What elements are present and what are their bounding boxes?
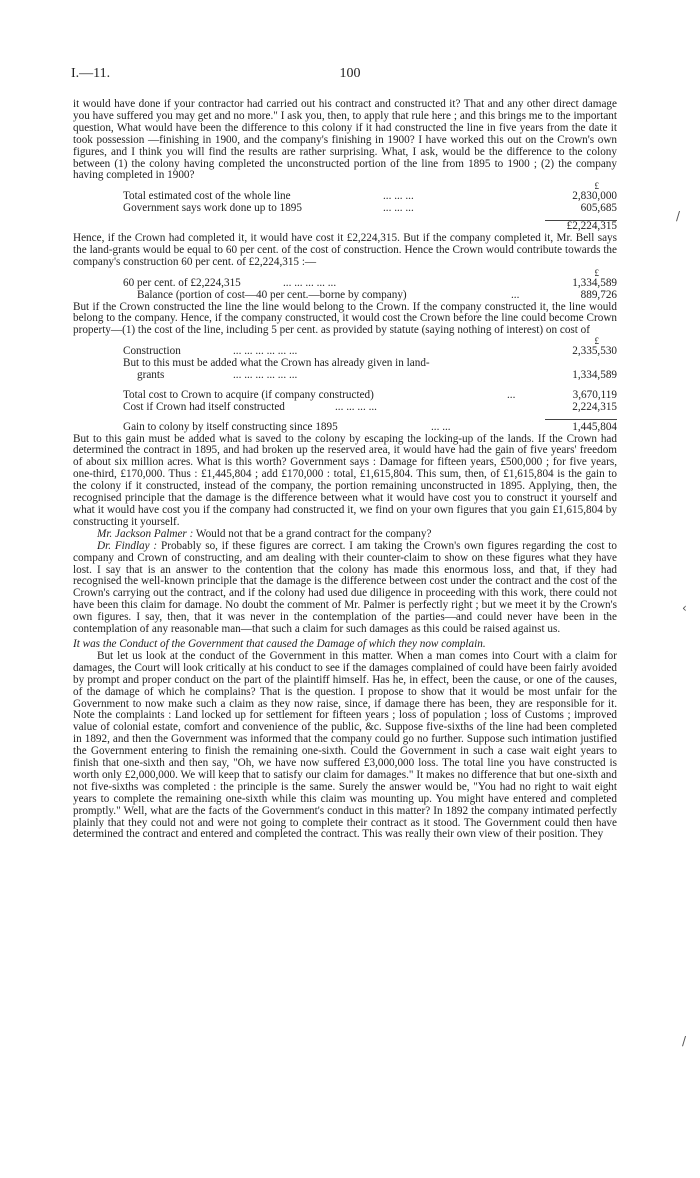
cost-calculation-1 — [73, 182, 617, 233]
cost-calculation-2 — [73, 269, 617, 302]
speaker-name: Mr. Jackson Palmer : — [97, 527, 194, 540]
calc-label: 60 per cent. of £2,224,315 — [123, 276, 241, 289]
calc-label: Gain to colony by itself constructing since 1895 — [123, 420, 338, 433]
calc-row — [73, 402, 617, 414]
paragraph: But if the Crown constructed the line the line would belong to the Crown. If the company constructed it, the line would belong to the company. Hence, if the company constructed, it would cost the Crown before the line could become Crown property—(1) the cost of the line, including 5 per cent. as provided by statute (saying nothing of interest) on cost of — [73, 300, 617, 337]
calc-value: 2,830,000 — [572, 190, 617, 203]
speaker-text: Probably so, if these figures are correct. I am taking the Crown's own figures regarding the cost to company and Crown of constructing, and am dealing with their counter-claim to show on these figures what they have lost. I say that is an answer to the contention that the colony has made this enormous loss, and that, if they had recognised the well-known principle that the damage is the difference between cost under the contract and the cost of the Crown's carrying out the contract, and if the colony had used due diligence in proceeding with this work, there could not have been this claim for damage. No doubt the comment of Mr. Palmer is perfectly right ; but we meet it by the Crown's own figures. I say, then, that it was never in the contemplation of the parties—and could never have been in the contemplation of any reasonable man—that such a claim for such damages as this could be raised against us. — [73, 539, 618, 636]
paragraph: But let us look at the conduct of the Government in this matter. When a man comes into Court with a claim for damages, the Court will look critically at his conduct to see if the damages complained of could have been fairly avoided by prompt and proper conduct on the part of the plaintiff himself. Has he, in effect, been the cause, or one of the causes, of the damage of which he complains? That is the question. I propose to show that it would be most unfair for the Government to now make such a claim as they now raise, since, if damage there has been, they are responsible for it. Note the complaints : Land locked up for settlement for fifteen years ; loss of population ; loss of Customs ; improved value of colonial estate, comfort and convenience of the public, &c. Suppose five-sixths of the line had been completed in 1892, and then the Government was informed that the company could go no further. Suppose such intimation justified the Government entering to finish the remaining one-sixth. Could the Government in such a case wait eight years to finish that one-sixth and then say, "Oh, we have now suffered £3,000,000 loss. The total line you have constructed is worth only £2,000,000. We will keep that to satisfy our claim for damages." It makes no difference that but one-sixth and not five-sixths was completed : the principle is the same. Surely the answer would be, "You had no right to wait eight years to complete the remaining one-sixth while this claim was mounting up. You might have entered and completed promptly." Well, what are the facts of the Government's conduct in this matter? In 1892 the company intimated perfectly plainly that they could not and were not going to complete their contract as it stood. The Government could then have determined the contract and entered and completed the contract. This was really their own view of their position. They — [73, 649, 617, 841]
page-reference: I.—11. — [71, 66, 111, 81]
calc-label: Cost if Crown had itself constructed — [123, 400, 285, 413]
currency-symbol: £ — [594, 336, 599, 347]
paragraph: Hence, if the Crown had completed it, it would have cost it £2,224,315. But if the company completed it, Mr. Bell says the land-grants would be equal to 60 per cent. of the cost of construction. Hence the Crown would contribute towards the company's construction 60 per cent. of £2,224,315 :— — [73, 232, 617, 268]
calc-label: Construction — [123, 345, 181, 358]
margin-mark: / — [682, 1034, 687, 1048]
calc-value: 889,726 — [580, 288, 617, 301]
calc-row — [73, 370, 617, 382]
calc-value: 1,445,804 — [572, 420, 617, 433]
leader-dots: ... ... ... ... ... ... — [233, 345, 298, 358]
section-heading: It was the Conduct of the Government that caused the Damage of which they now complain. — [73, 637, 486, 650]
calc-value: 2,224,315 — [572, 400, 617, 413]
margin-mark: ‹ — [682, 601, 687, 615]
speaker-text: Would not that be a grand contract for the company? — [193, 527, 432, 540]
calc-total — [73, 221, 617, 233]
calc-row — [73, 278, 617, 290]
cost-calculation-3 — [73, 337, 617, 433]
margin-mark: / — [676, 209, 681, 223]
page-header — [0, 66, 700, 84]
leader-dots: ... ... ... ... ... — [283, 276, 337, 289]
calc-label: grants — [137, 369, 165, 382]
currency-symbol: £ — [594, 267, 599, 278]
speaker-answer — [73, 541, 617, 636]
calc-row — [73, 290, 617, 302]
leader-dots: ... ... — [431, 420, 451, 433]
leader-dots: ... ... ... ... — [335, 400, 377, 413]
leader-dots: ... ... ... ... ... ... — [233, 369, 298, 382]
leader-dots: ... ... ... — [383, 190, 414, 203]
paragraph: it would have done if your contractor had carried out his contract and constructed it? That and any other direct damage you have suffered you may get and no more." I ask you, then, to apply that rule here ; and this brings me to the important question, What would have been the difference to this colony if it had constructed the line in five years from the date it took possession —finishing in 1900, and the company's finishing in 1900? I have worked this out on the Crown's own figures, and I think you will find the results are rather surprising. What, I ask, would be the difference to the colony between (1) the colony having completed the unconstructed portion of the line from 1895 to 1900 ; (2) the company having completed in 1900? — [73, 98, 617, 182]
calc-value: 3,670,119 — [572, 388, 617, 401]
paragraph: But to this gain must be added what is saved to the colony by escaping the locking-up of the lands. If the Crown had determined the contract in 1895, and had broken up the reserved area, it would have had the gain of five years' freedom of about six million acres. What is this worth? Government says : Damage for fifteen years, £500,000 ; for five years, one-third, £170,000. Thus : £1,445,804 ; add £170,000 : total, £1,615,804. This sum, then, of £1,615,804 is the gain to the colony if it constructed, instead of the company, the portion remaining unconstructed in 1895. Applying, then, the recognised principle that the damage is the difference between what it would have cost you to construct it yourself and what it would have cost you if the company had constructed it, we find on your own figures that you gain £1,615,804 by constructing it yourself. — [73, 432, 617, 528]
leader-dots: ... — [511, 288, 520, 301]
speaker-name: Dr. Findlay : — [97, 539, 158, 552]
calc-row — [73, 390, 617, 402]
calc-row — [73, 203, 617, 215]
calc-total-value: £2,224,315 — [566, 220, 617, 233]
calc-label: Government says work done up to 1895 — [123, 202, 302, 215]
calc-label: Balance (portion of cost—40 per cent.—borne by company) — [137, 288, 407, 301]
calc-value: 2,335,530 — [572, 345, 617, 358]
document-body — [73, 99, 617, 841]
calc-label: But to this must be added what the Crown has already given in land- — [123, 357, 430, 370]
calc-value: 1,334,589 — [572, 276, 617, 289]
page-number: 100 — [339, 66, 361, 81]
calc-label: Total cost to Crown to acquire (if company constructed) — [123, 388, 374, 401]
calc-row — [73, 422, 617, 434]
calc-value: 605,685 — [580, 202, 617, 215]
currency-symbol: £ — [594, 181, 599, 192]
calc-value: 1,334,589 — [572, 369, 617, 382]
calc-label: Total estimated cost of the whole line — [123, 190, 291, 203]
leader-dots: ... ... ... — [383, 202, 414, 215]
sum-rule — [545, 419, 617, 420]
leader-dots: ... — [507, 388, 516, 401]
